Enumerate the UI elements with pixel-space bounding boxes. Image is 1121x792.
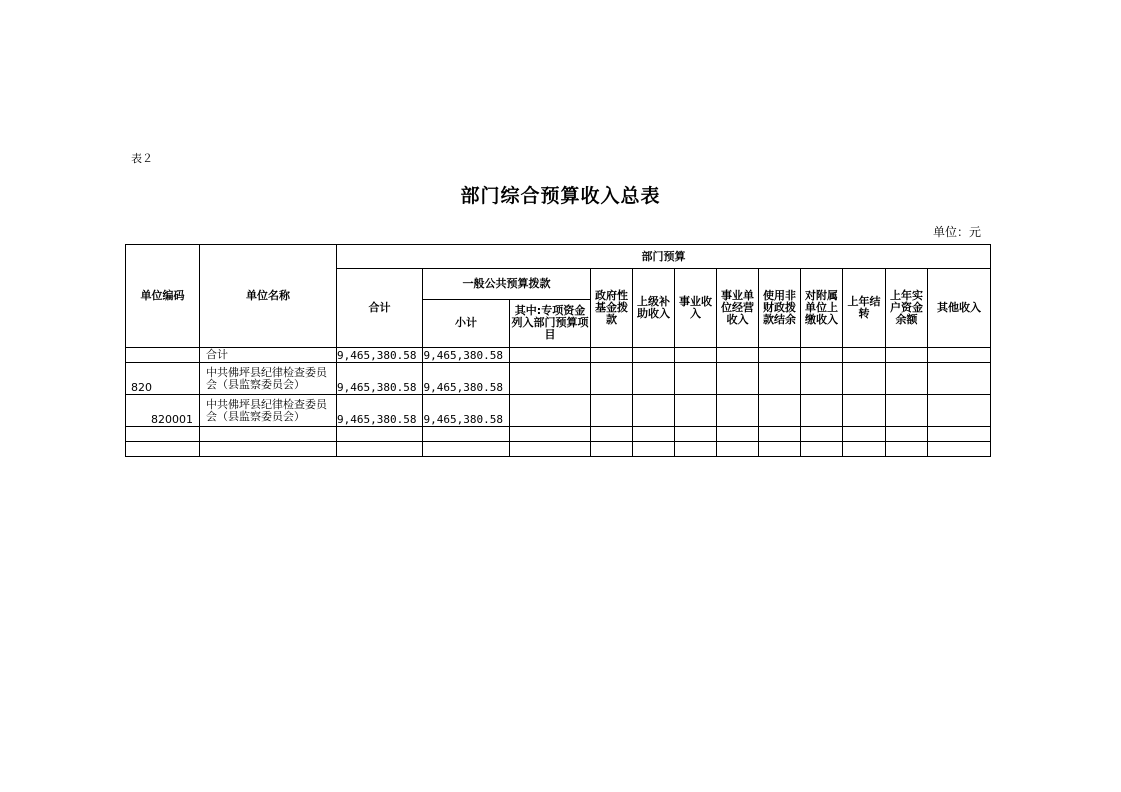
header-business-operation: 事业单位经营收入: [717, 269, 759, 348]
header-business-income: 事业收入: [675, 269, 717, 348]
subtotal-cell: 9,465,380.58: [423, 363, 510, 395]
header-carry-over: 上年结转: [843, 269, 886, 348]
header-unit-name: 单位名称: [200, 245, 337, 348]
table-row: [126, 442, 991, 457]
header-higher-subsidy: 上级补助收入: [633, 269, 675, 348]
total-cell: 9,465,380.58: [337, 348, 423, 363]
header-unit-code: 单位编码: [126, 245, 200, 348]
unit-name-cell: 合计: [200, 348, 337, 363]
header-dept-budget: 部门预算: [337, 245, 991, 269]
unit-code-cell: 820001: [126, 395, 200, 427]
header-other-income: 其他收入: [928, 269, 991, 348]
header-total: 合计: [337, 269, 423, 348]
table-row: [126, 348, 991, 363]
table-row: [126, 395, 991, 427]
header-general-budget: 一般公共预算拨款: [423, 269, 591, 300]
total-cell: 9,465,380.58: [337, 363, 423, 395]
unit-code-cell: 820: [126, 363, 200, 395]
unit-code-cell: [126, 348, 200, 363]
header-subtotal: 小计: [423, 299, 510, 348]
subtotal-cell: 9,465,380.58: [423, 348, 510, 363]
table-number: 表２: [131, 152, 153, 165]
unit-name-cell: 中共佛坪县纪律检查委员会（县监察委员会）: [200, 395, 337, 427]
header-non-fiscal: 使用非财政拨款结余: [759, 269, 801, 348]
table-row: [126, 427, 991, 442]
unit-name-cell: 中共佛坪县纪律检查委员会（县监察委员会）: [200, 363, 337, 395]
page-title: 部门综合预算收入总表: [460, 185, 661, 207]
header-prior-balance: 上年实户资金余额: [886, 269, 928, 348]
header-special-funds: 其中:专项资金列入部门预算项目: [510, 299, 591, 348]
subtotal-cell: 9,465,380.58: [423, 395, 510, 427]
header-gov-fund: 政府性基金拨款: [591, 269, 633, 348]
header-affiliated: 对附属单位上缴收入: [801, 269, 843, 348]
total-cell: 9,465,380.58: [337, 395, 423, 427]
table-row: [126, 363, 991, 395]
budget-income-table: [125, 244, 991, 457]
unit-label: 单位：元: [933, 225, 982, 239]
